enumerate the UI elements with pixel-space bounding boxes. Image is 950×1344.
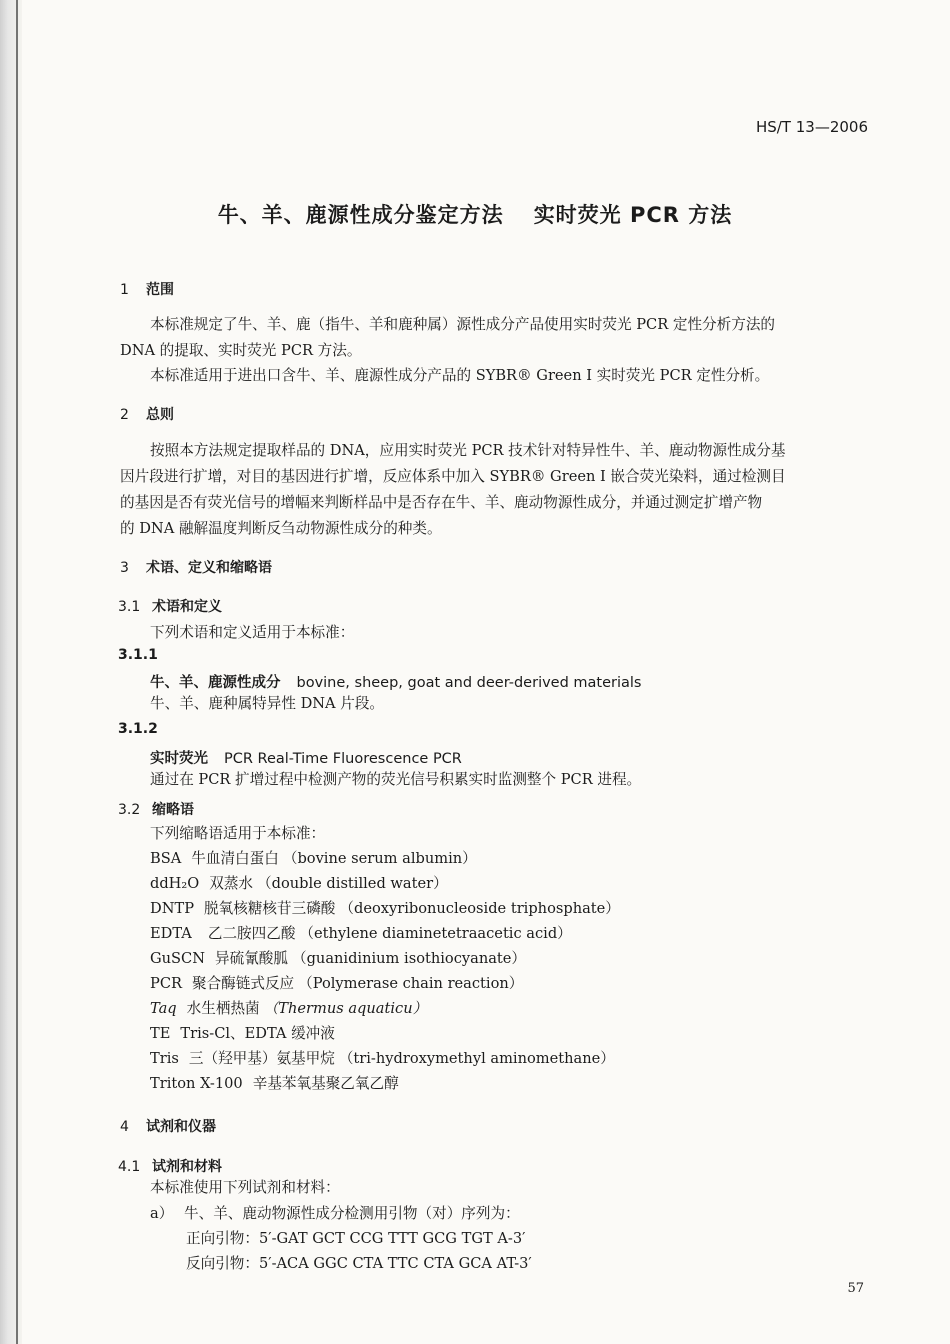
abbr-row: TE Tris-Cl、EDTA 缓冲液 [150, 1025, 335, 1042]
term-2-heading [150, 747, 462, 768]
s2-line-1: 按照本方法规定提取样品的 DNA，应用实时荧光 PCR 技术针对特异性牛、羊、鹿动物源性成分基 [150, 442, 786, 459]
s2-line-3: 的基因是否有荧光信号的增幅来判断样品中是否存在牛、羊、鹿动物源性成分，并通过测定扩增产物 [120, 494, 763, 511]
s31-intro: 下列术语和定义适用于本标准： [150, 624, 355, 641]
abbr-row: DNTP 脱氧核糖核苷三磷酸 （deoxyribonucleoside triphosphate） [150, 900, 620, 917]
list-item-a-label: a） [150, 1205, 174, 1222]
abbr-row: ddH₂O 双蒸水 （double distilled water） [150, 875, 448, 892]
section-3-1-heading: 3.1 术语和定义 [118, 599, 222, 615]
title-part-1: 牛、羊、鹿源性成分鉴定方法 [217, 203, 504, 227]
section-3-2-heading: 3.2 缩略语 [118, 802, 194, 818]
term-1-definition: 牛、羊、鹿种属特异性 DNA 片段。 [150, 695, 385, 712]
list-item-a-text: 牛、羊、鹿动物源性成分检测用引物（对）序列为： [184, 1205, 520, 1222]
page-number: 57 [847, 1281, 864, 1296]
section-1-heading: 1 范围 [120, 282, 174, 298]
section-4-heading: 4 试剂和仪器 [120, 1119, 216, 1135]
term-1-number: 3.1.1 [118, 647, 158, 663]
term-2-definition: 通过在 PCR 扩增过程中检测产物的荧光信号积累实时监测整个 PCR 进程。 [150, 771, 642, 788]
reverse-primer: 反向引物：5′-ACA GGC CTA TTC CTA GCA AT-3′ [186, 1255, 532, 1272]
abbr-row: PCR 聚合酶链式反应 （Polymerase chain reaction） [150, 975, 524, 992]
document-title [0, 199, 950, 229]
term-1-heading [150, 671, 641, 692]
s2-line-2: 因片段进行扩增，对目的基因进行扩增，反应体系中加入 SYBR® Green I 嵌合荧光染料，通过检测目 [120, 468, 786, 485]
term-2-zh: 实时荧光 [150, 751, 208, 767]
s1-paragraph-1-line-1: 本标准规定了牛、羊、鹿（指牛、羊和鹿种属）源性成分产品使用实时荧光 PCR 定性分析方法的 [150, 316, 776, 333]
term-2-en: PCR Real-Time Fluorescence PCR [224, 751, 462, 767]
abbr-row: BSA 牛血清白蛋白 （bovine serum albumin） [150, 850, 477, 867]
standard-number: HS/T 13—2006 [755, 118, 868, 136]
abbr-row: GuSCN 异硫氰酸胍 （guanidinium isothiocyanate） [150, 950, 527, 967]
forward-primer: 正向引物：5′-GAT GCT CCG TTT GCG TGT A-3′ [186, 1230, 526, 1247]
s1-paragraph-2: 本标准适用于进出口含牛、羊、鹿源性成分产品的 SYBR® Green I 实时荧光 PCR 定性分析。 [150, 367, 770, 384]
term-1-zh: 牛、羊、鹿源性成分 [150, 675, 281, 691]
title-part-2: 实时荧光 PCR 方法 [533, 203, 733, 227]
list-item-a [150, 1201, 520, 1227]
s2-line-4: 的 DNA 融解温度判断反刍动物源性成分的种类。 [120, 520, 442, 537]
abbr-row: Tris 三（羟甲基）氨基甲烷 （tri-hydroxymethyl aminomethane） [150, 1050, 615, 1067]
section-3-heading: 3 术语、定义和缩略语 [120, 560, 272, 576]
s41-intro: 本标准使用下列试剂和材料： [150, 1179, 340, 1196]
section-2-heading: 2 总则 [120, 407, 174, 423]
abbr-row: Triton X-100 辛基苯氧基聚乙氧乙醇 [150, 1075, 399, 1092]
abbr-row: Taq 水生栖热菌 （Thermus aquaticu） [150, 1000, 428, 1017]
s32-intro: 下列缩略语适用于本标准： [150, 825, 326, 842]
abbr-row: EDTA 乙二胺四乙酸 （ethylene diaminetetraacetic acid） [150, 925, 572, 942]
term-1-en: bovine, sheep, goat and deer-derived materials [296, 675, 642, 691]
section-4-1-heading: 4.1 试剂和材料 [118, 1159, 222, 1175]
term-2-number: 3.1.2 [118, 721, 158, 737]
s1-paragraph-1-line-2: DNA 的提取、实时荧光 PCR 方法。 [120, 342, 362, 359]
